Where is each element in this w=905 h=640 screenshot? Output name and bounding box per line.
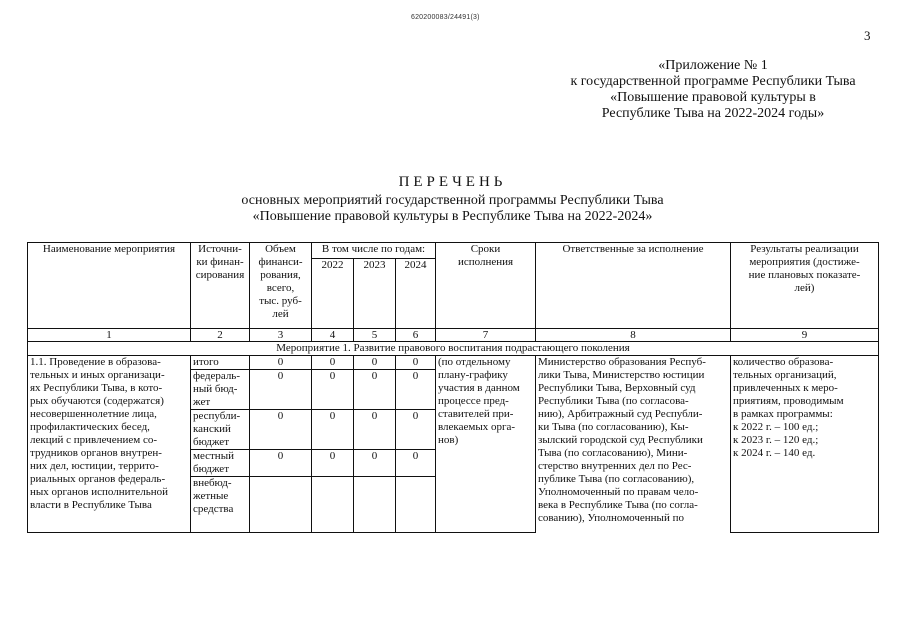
value-2023: 0: [354, 356, 396, 370]
header-volume: Объем финанси- рования, всего, тыс. руб- лей: [250, 243, 312, 329]
annex-block: [548, 58, 878, 122]
document-number: 620200083/24491(3): [411, 14, 480, 21]
volume-total: 0: [250, 356, 312, 370]
source-total: итого: [191, 356, 250, 370]
volume-extrabudgetary: [250, 477, 312, 533]
value-2023: 0: [354, 370, 396, 410]
annex-line-2: к государственной программе Республики Тыва: [570, 74, 856, 89]
header-year-2023: 2023: [354, 259, 396, 329]
header-year-2022: 2022: [312, 259, 354, 329]
document-subtitle: [0, 193, 905, 225]
col-number: 2: [191, 329, 250, 342]
source-republican: республи- канский бюджет: [191, 410, 250, 450]
value-2024: 0: [396, 370, 436, 410]
header-year-2024: 2024: [396, 259, 436, 329]
header-by-years: В том числе по годам:: [312, 243, 436, 259]
activity-terms: (по отдельному плану-графику участия в данном процессе пред- ставителей при- влекаемых орга- нов): [436, 356, 536, 533]
col-number: 8: [536, 329, 731, 342]
annex-line-1: «Приложение № 1: [658, 58, 768, 73]
header-terms: Сроки исполнения: [436, 243, 536, 329]
value-2024: 0: [396, 356, 436, 370]
annex-line-3: «Повышение правовой культуры в: [610, 90, 816, 105]
value-2022: 0: [312, 410, 354, 450]
value-2024: 0: [396, 450, 436, 477]
header-sources: Источни- ки финан- сирования: [191, 243, 250, 329]
value-2022: 0: [312, 450, 354, 477]
volume-republican: 0: [250, 410, 312, 450]
value-2022: 0: [312, 370, 354, 410]
value-2023: [354, 477, 396, 533]
col-number: 5: [354, 329, 396, 342]
activity-responsible: Министерство образования Респуб- лики Тыва, Министерство юстиции Республики Тыва, Верховный суд Республики Тыва (по согласова- нию), Арбитражный суд Республи- ки Тыва (по согласованию), Кы- зылский городской суд Республики Тыва (по согласованию), Мини- стерство внутренних дел по Рес- публике Тыва (по согласованию), Уполномоченный по правам чело- века в Республике Тыва (по согла- сованию), Уполномоченный по: [536, 356, 731, 533]
activity-results: количество образова- тельных организаций, привлеченных к меро- приятиям, проводимым в рамках программы: к 2022 г. – 100 ед.; к 2023 г. – 120 ед.; к 2024 г. – 140 ед.: [731, 356, 879, 533]
header-results: Результаты реализации мероприятия (достиже- ние плановых показате- лей): [731, 243, 879, 329]
value-2023: 0: [354, 410, 396, 450]
col-number: 4: [312, 329, 354, 342]
source-federal: федераль- ный бюд- жет: [191, 370, 250, 410]
col-number: 9: [731, 329, 879, 342]
section-heading: Мероприятие 1. Развитие правового воспитания подрастающего поколения: [28, 342, 879, 356]
col-number: 7: [436, 329, 536, 342]
source-local: местный бюджет: [191, 450, 250, 477]
value-2022: [312, 477, 354, 533]
col-number: 3: [250, 329, 312, 342]
annex-line-4: Республике Тыва на 2022-2024 годы»: [601, 106, 825, 121]
source-extrabudgetary: внебюд- жетные средства: [191, 477, 250, 533]
col-number: 6: [396, 329, 436, 342]
col-number: 1: [28, 329, 191, 342]
volume-local: 0: [250, 450, 312, 477]
header-name: Наименование мероприятия: [28, 243, 191, 329]
volume-federal: 0: [250, 370, 312, 410]
subtitle-line-1: основных мероприятий государственной программы Республики Тыва: [241, 193, 664, 208]
activity-name: 1.1. Проведение в образова- тельных и иных организаци- ях Республики Тыва, в кото- рых обучаются (содержатся) несовершеннолетние лица, профилактических бесед, лекций с привлечением со- трудников органов внутрен- них дел, юстиции, террито- риальных органов федераль- ных органов исполнительной власти в Республике Тыва: [28, 356, 191, 533]
value-2024: [396, 477, 436, 533]
page-number: 3: [864, 28, 871, 43]
subtitle-line-2: «Повышение правовой культуры в Республике Тыва на 2022-2024»: [252, 209, 653, 224]
document-title: ПЕРЕЧЕНЬ: [398, 174, 507, 190]
value-2022: 0: [312, 356, 354, 370]
value-2023: 0: [354, 450, 396, 477]
header-responsible: Ответственные за исполнение: [536, 243, 731, 329]
activities-table: [27, 242, 879, 533]
value-2024: 0: [396, 410, 436, 450]
